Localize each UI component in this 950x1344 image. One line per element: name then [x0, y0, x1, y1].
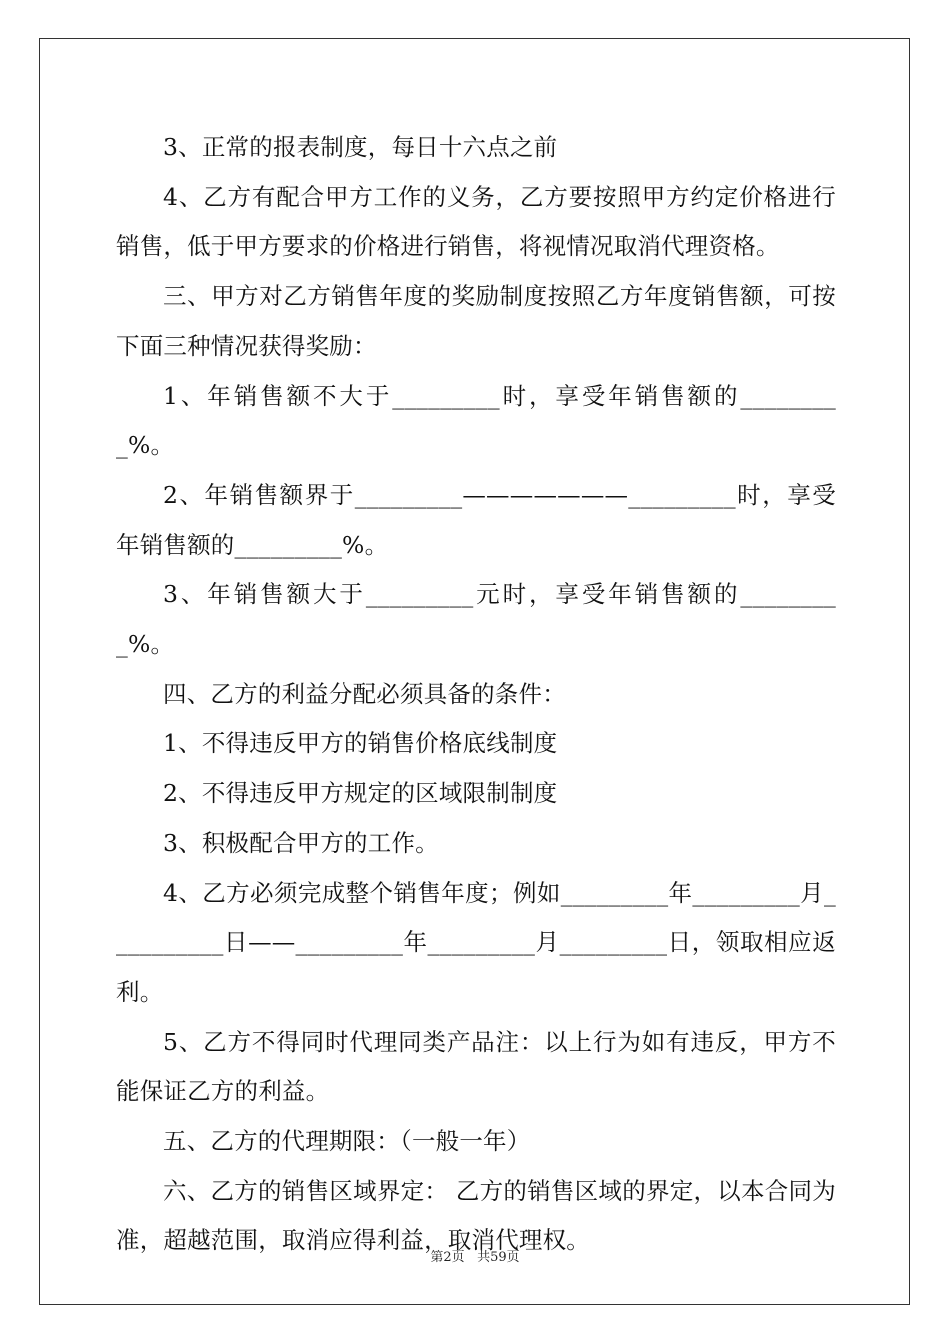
page-total: 共59页	[477, 1250, 520, 1265]
paragraph: 1、不得违反甲方的销售价格底线制度	[163, 729, 558, 758]
paragraph: 4、乙方必须完成整个销售年度；例如_________年_________月__________日——_________年_________月_________日，领取相应返利。	[116, 878, 836, 1006]
paragraph: 1、年销售额不大于_________时，享受年销售额的_________%。	[116, 381, 836, 460]
paragraph: 4、乙方有配合甲方工作的义务，乙方要按照甲方约定价格进行销售，低于甲方要求的价格进行销售，将视情况取消代理资格。	[116, 182, 836, 261]
paragraph: 六、乙方的销售区域界定： 乙方的销售区域的界定，以本合同为准，超越范围，取消应得利益，取消代理权。	[116, 1176, 836, 1255]
paragraph: 四、乙方的利益分配必须具备的条件：	[163, 679, 566, 708]
paragraph: 2、不得违反甲方规定的区域限制制度	[163, 779, 558, 808]
paragraph: 5、乙方不得同时代理同类产品注：以上行为如有违反，甲方不能保证乙方的利益。	[116, 1027, 836, 1106]
paragraph: 3、积极配合甲方的工作。	[163, 828, 439, 857]
paragraph: 3、正常的报表制度，每日十六点之前	[163, 133, 558, 161]
document-body	[116, 123, 836, 1266]
paragraph: 三、甲方对乙方销售年度的奖励制度按照乙方年度销售额，可按下面三种情况获得奖励：	[116, 282, 836, 360]
paragraph: 2、年销售额界于_________———————_________时，享受年销售额的_________%。	[116, 480, 836, 559]
page-footer	[0, 1246, 950, 1265]
paragraph: 五、乙方的代理期限：（一般一年）	[163, 1127, 531, 1156]
paragraph: 3、年销售额大于_________元时，享受年销售额的_________%。	[116, 580, 836, 659]
page-number: 第2页	[430, 1250, 465, 1265]
